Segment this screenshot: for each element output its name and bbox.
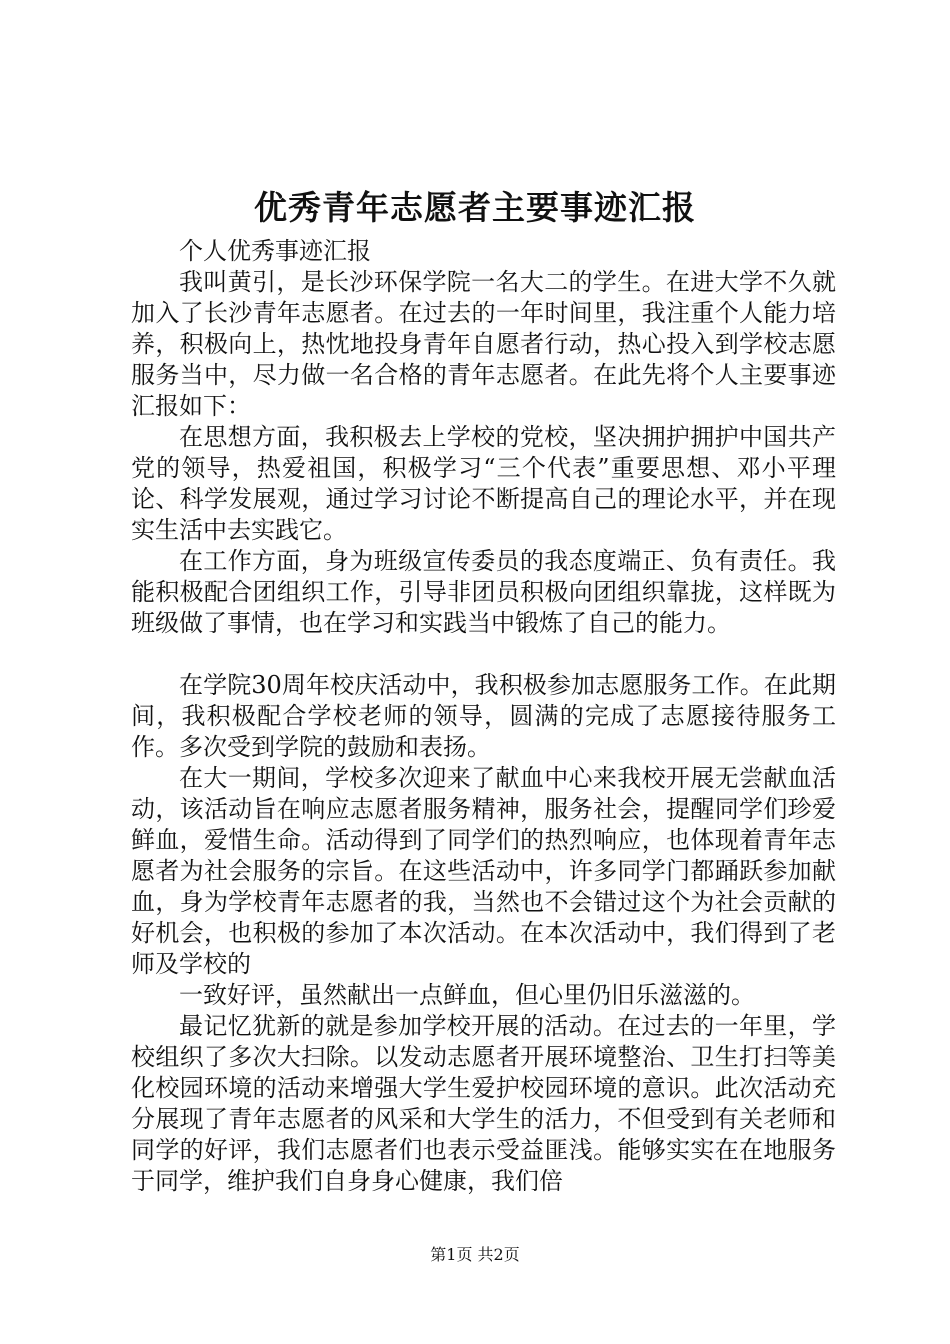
paragraph: 在工作方面，身为班级宣传委员的我态度端正、负有责任。我能积极配合团组织工作，引导非团员积极向团组织靠拢，这样既为班级做了事情，也在学习和实践当中锻炼了自己的能力。 [131,547,836,637]
paragraph: 在思想方面，我积极去上学校的党校，坚决拥护拥护中国共产党的领导，热爱祖国，积极学习“三个代表”重要思想、邓小平理论、科学发展观，通过学习讨论不断提高自己的理论水平，并在现实生活中去实践它。 [131,423,836,544]
paragraph: 我叫黄引，是长沙环保学院一名大二的学生。在进大学不久就加入了长沙青年志愿者。在过去的一年时间里，我注重个人能力培养，积极向上，热忱地投身青年自愿者行动，热心投入到学校志愿服务当中，尽力做一名合格的青年志愿者。在此先将个人主要事迹汇报如下： [131,268,836,420]
paragraph: 个人优秀事迹汇报 [179,237,371,265]
document-body [131,236,836,1197]
document-title: 优秀青年志愿者主要事迹汇报 [254,188,696,227]
paragraph: 在学院30周年校庆活动中，我积极参加志愿服务工作。在此期间，我积极配合学校老师的领导，圆满的完成了志愿接待服务工作。多次受到学院的鼓励和表扬。 [131,671,836,761]
paragraph: 一致好评，虽然献出一点鲜血，但心里仍旧乐滋滋的。 [179,981,755,1009]
page-number: 第1页 共2页 [430,1245,520,1264]
paragraph: 最记忆犹新的就是参加学校开展的活动。在过去的一年里，学校组织了多次大扫除。以发动志愿者开展环境整治、卫生打扫等美化校园环境的活动来增强大学生爱护校园环境的意识。此次活动充分展现了青年志愿者的风采和大学生的活力，不但受到有关老师和同学的好评，我们志愿者们也表示受益匪浅。能够实实在在地服务于同学，维护我们自身身心健康，我们倍 [131,1012,836,1195]
paragraph: 在大一期间，学校多次迎来了献血中心来我校开展无尝献血活动，该活动旨在响应志愿者服务精神，服务社会，提醒同学们珍爱鲜血，爱惜生命。活动得到了同学们的热烈响应，也体现着青年志愿者为社会服务的宗旨。在这些活动中，许多同学门都踊跃参加献血，身为学校青年志愿者的我，当然也不会错过这个为社会贡献的好机会，也积极的参加了本次活动。在本次活动中，我们得到了老师及学校的 [131,764,836,978]
